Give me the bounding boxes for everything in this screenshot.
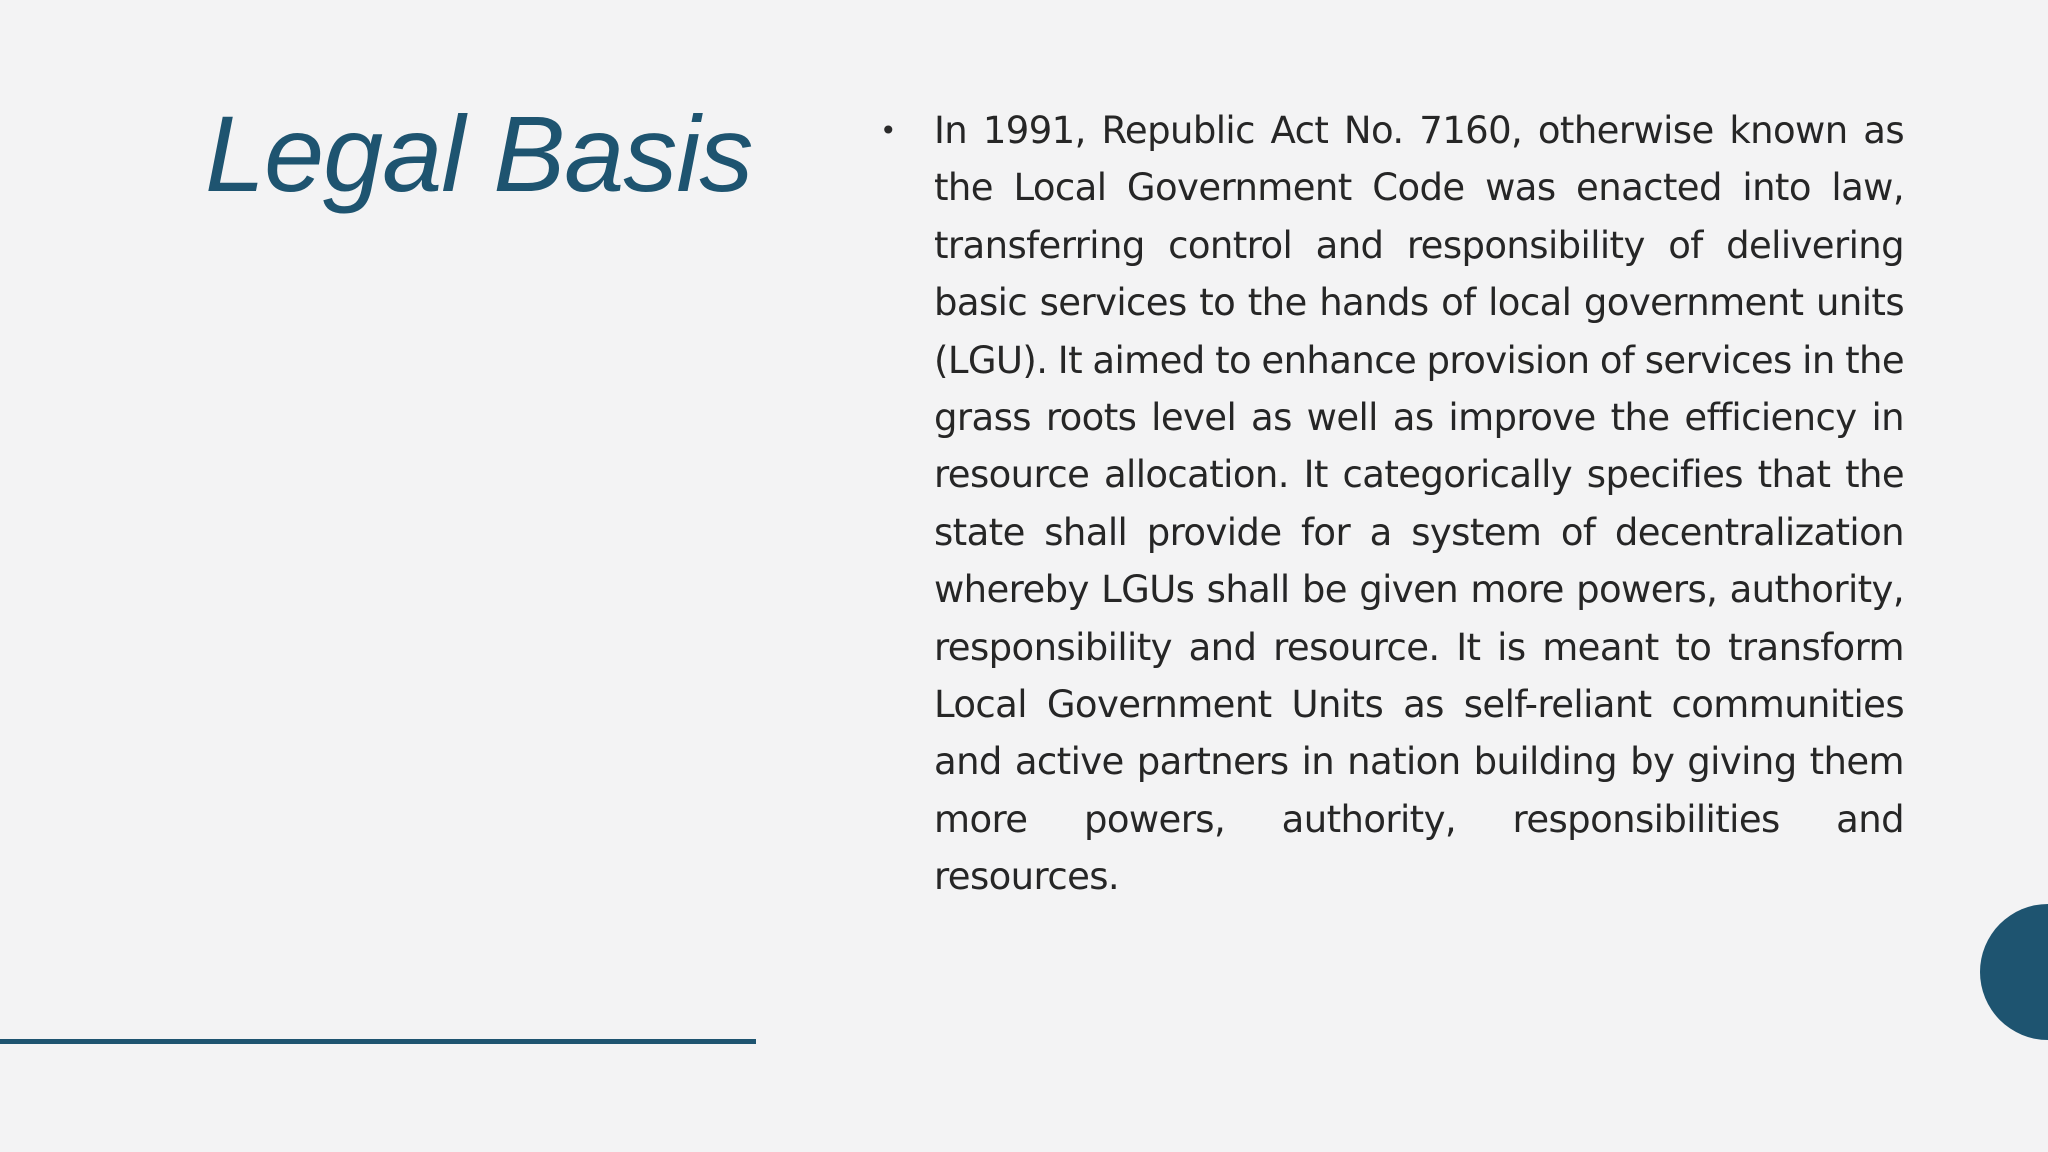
- slide-title: Legal Basis: [205, 93, 753, 214]
- bullet-item: [880, 102, 1904, 906]
- bullet-dot-icon: •: [880, 114, 897, 147]
- accent-circle: [1980, 904, 2048, 1040]
- bullet-list: [880, 102, 1904, 906]
- accent-rule: [0, 1039, 756, 1044]
- bullet-text: In 1991, Republic Act No. 7160, otherwise known as the Local Government Code was enacted into law, transferring control and responsibility of delivering basic services to the hands of local government units (LGU). It aimed to enhance provision of services in the grass roots level as well as improve the efficiency in resource allocation. It categorically specifies that the state shall provide for a system of decentralization whereby LGUs shall be given more powers, authority, responsibility and resource. It is meant to transform Local Government Units as self-reliant communities and active partners in nation building by giving them more powers, authority, responsibilities and resources.: [934, 109, 1904, 899]
